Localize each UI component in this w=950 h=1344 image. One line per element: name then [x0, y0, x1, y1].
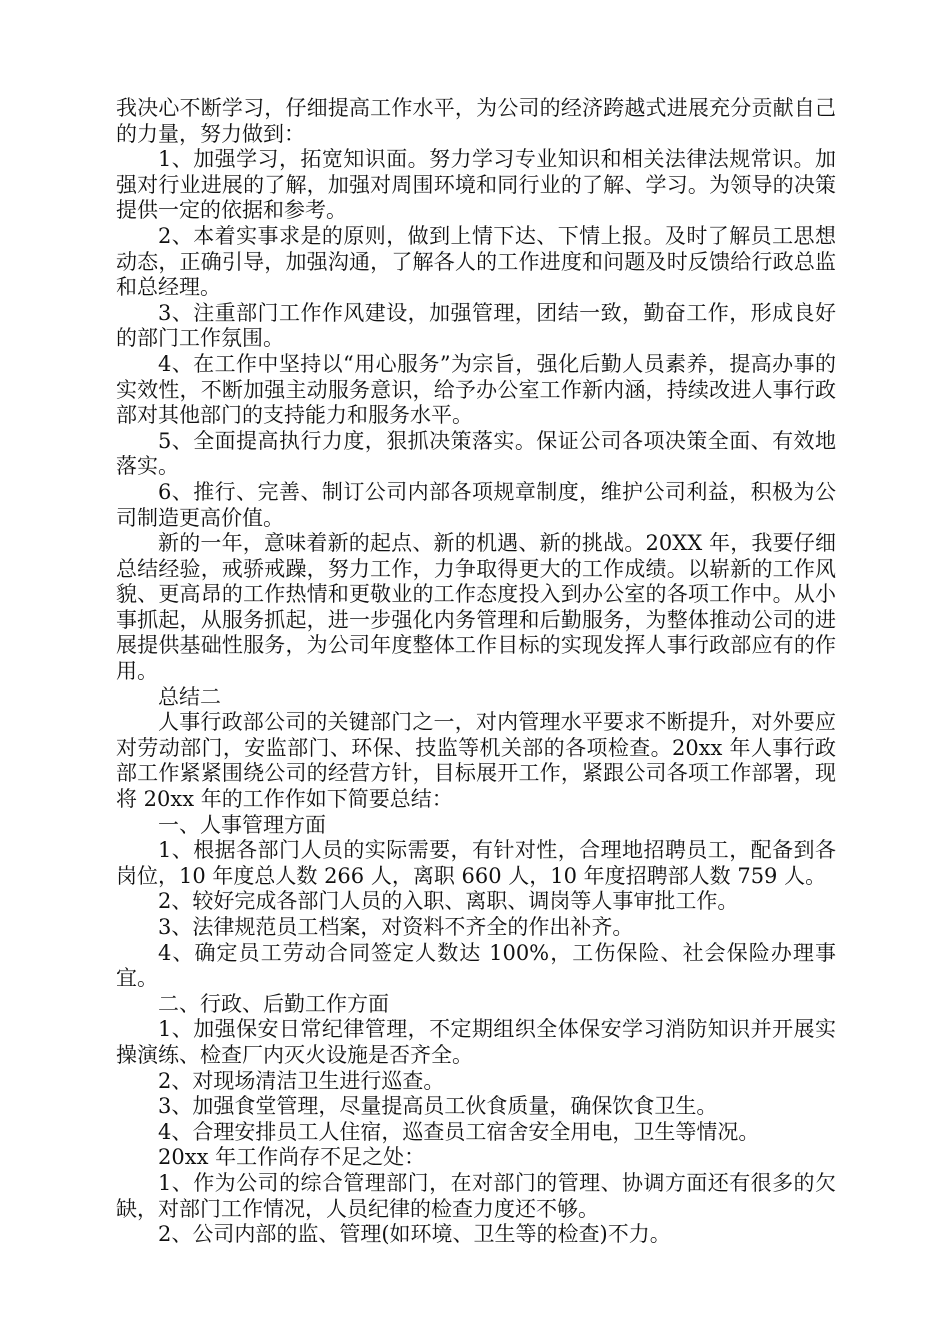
section-heading-admin: 二、行政、后勤工作方面: [158, 991, 389, 1016]
paragraph-hr-item-4: 4、确定员工劳动合同签定人数达 100%，工伤保险、社会保险办理事宜。: [116, 940, 836, 991]
paragraph-item-5: 5、全面提高执行力度，狠抓决策落实。保证公司各项决策全面、有效地落实。: [116, 428, 836, 479]
paragraph-admin-item-2: 2、对现场清洁卫生进行巡查。: [158, 1068, 445, 1093]
paragraph-intro: 我决心不断学习，仔细提高工作水平，为公司的经济跨越式进展充分贡献自己的力量，努力做到：: [116, 96, 836, 146]
paragraph-hr-item-3: 3、法律规范员工档案，对资料不齐全的作出补齐。: [158, 915, 634, 939]
section-heading-hr: 一、人事管理方面: [158, 812, 326, 837]
section-heading-shortcomings: 20xx 年工作尚存不足之处：: [158, 1145, 426, 1170]
paragraph-hr-item-2: 2、较好完成各部门人员的入职、离职、调岗等人事审批工作。: [158, 889, 739, 914]
paragraph-item-2: 2、本着实事求是的原则，做到上情下达、下情上报。及时了解员工思想动态，正确引导，加强沟通，了解各人的工作进度和问题及时反馈给行政总监和总经理。: [116, 223, 836, 300]
paragraph-summary-two-intro: 人事行政部公司的关键部门之一，对内管理水平要求不断提升，对外要应对劳动部门，安监部门、环保、技监等机关部的各项检查。20xx 年人事行政部工作紧紧围绕公司的经营方针，目标展开工作，紧跟公司各项工作部署，现将 20xx 年的工作作如下简要总结：: [116, 710, 836, 812]
paragraph-admin-item-3: 3、加强食堂管理，尽量提高员工伙食质量，确保饮食卫生。: [158, 1094, 718, 1119]
paragraph-item-4: 4、在工作中坚持以“用心服务”为宗旨，强化后勤人员素养，提高办事的实效性，不断加强主动服务意识，给予办公室工作新内涵，持续改进人事行政部对其他部门的支持能力和服务水平。: [116, 351, 836, 428]
paragraph-shortcoming-2: 2、公司内部的监、管理(如环境、卫生等的检查)不力。: [158, 1222, 671, 1247]
paragraph-shortcoming-1: 1、作为公司的综合管理部门，在对部门的管理、协调方面还有很多的欠缺，对部门工作情况，人员纪律的检查力度还不够。: [116, 1170, 836, 1221]
paragraph-admin-item-1: 1、加强保安日常纪律管理，不定期组织全体保安学习消防知识并开展实操演练、检查厂内灭火设施是否齐全。: [116, 1017, 836, 1067]
section-heading-summary-two: 总结二: [158, 684, 221, 709]
paragraph-item-6: 6、推行、完善、制订公司内部各项规章制度，维护公司利益，积极为公司制造更高价值。: [116, 479, 836, 530]
paragraph-admin-item-4: 4、合理安排员工人住宿，巡查员工宿舍安全用电，卫生等情况。: [158, 1119, 760, 1144]
document-body: [116, 96, 836, 1248]
paragraph-item-1: 1、加强学习，拓宽知识面。努力学习专业知识和相关法律法规常识。加强对行业进展的了解，加强对周围环境和同行业的了解、学习。为领导的决策提供一定的依据和参考。: [116, 147, 836, 223]
paragraph-new-year: 新的一年，意味着新的起点、新的机遇、新的挑战。20XX 年，我要仔细总结经验，戒骄戒躁，努力工作，力争取得更大的工作成绩。以崭新的工作风貌、更高昂的工作热情和更敬业的工作态度投入到办公室的各项工作中。从小事抓起，从服务抓起，进一步强化内务管理和后勤服务，为整体推动公司的进展提供基础性服务，为公司年度整体工作目标的实现发挥人事行政部应有的作用。: [116, 531, 836, 684]
paragraph-hr-item-1: 1、根据各部门人员的实际需要，有针对性，合理地招聘员工，配备到各岗位，10 年度总人数 266 人，离职 660 人，10 年度招聘部人数 759 人。: [116, 838, 836, 888]
paragraph-item-3: 3、注重部门工作作风建设，加强管理，团结一致，勤奋工作，形成良好的部门工作氛围。: [116, 300, 836, 351]
